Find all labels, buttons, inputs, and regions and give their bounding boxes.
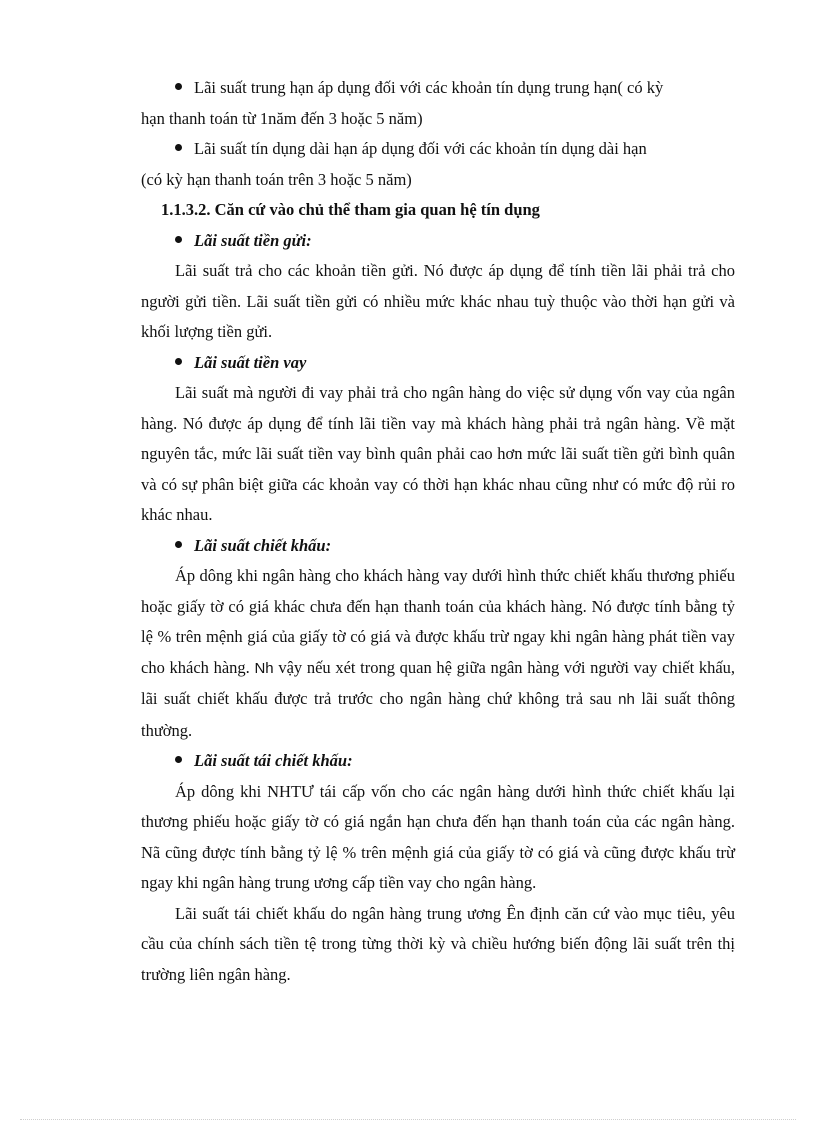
inline-glyph-text: nh xyxy=(618,691,635,708)
subheading: Lãi suất tiền gửi: xyxy=(194,230,312,250)
bullet-continuation: (có kỳ hạn thanh toán trên 3 hoặc 5 năm) xyxy=(141,169,412,189)
bullet-dot-icon xyxy=(175,144,182,151)
bullet-dot-icon xyxy=(175,541,182,548)
bullet-medium-term xyxy=(141,73,735,104)
paragraph-text: Áp dông khi ngân hàng cho khách hàng vay dưới hình thức chiết khấu thương phiếu hoặc giấy tờ có giá khác chưa đến hạn thanh toán của khách hàng. Nó được tính bằng tỷ lệ % trên mệnh giá của giấy tờ có giá và được khấu trừ ngay khi ngân hàng phát tiền vay cho khách hàng. xyxy=(141,566,735,677)
bullet-text: Lãi suất trung hạn áp dụng đối với các khoản tín dụng trung hạn( có kỳ xyxy=(194,78,664,97)
paragraph-text: lãi suất thông thường. xyxy=(141,689,736,740)
paragraph-loan: Lãi suất mà người đi vay phải trả cho ngân hàng do việc sử dụng vốn vay của ngân hàng. Nó được áp dụng để tính lãi tiền vay mà khách hàng phải trả ngân hàng. Về mặt nguyên tắc, mức lãi suất tiền vay bình quân phải cao hơn mức lãi suất tiền gửi bình quân và có sự phân biệt giữa các khoản vay có thời hạn khác nhau cũng như có mức độ rủi ro khác nhau. xyxy=(141,383,735,524)
bullet-text: Lãi suất tín dụng dài hạn áp dụng đối với các khoản tín dụng dài hạn xyxy=(194,139,647,158)
bullet-dot-icon xyxy=(175,83,182,90)
inline-glyph-text: Nh xyxy=(254,659,274,677)
section-heading: 1.1.3.2. Căn cứ vào chủ thể tham gia quan hệ tín dụng xyxy=(161,200,540,219)
subheading: Lãi suất tiền vay xyxy=(194,352,307,372)
bullet-loan-rate xyxy=(141,348,735,379)
bullet-dot-icon xyxy=(175,236,182,243)
page-bottom-divider xyxy=(20,1119,796,1120)
paragraph-discount xyxy=(141,561,735,746)
document-body xyxy=(141,73,735,990)
bullet-rediscount-rate xyxy=(141,746,735,777)
paragraph-text: vậy nếu xét trong quan hệ giữa ngân hàng với người vay chiết khấu, lãi suất chiết khấu được trả trước cho ngân hàng chứ không trả sau xyxy=(141,657,736,708)
bullet-long-term xyxy=(141,134,735,165)
bullet-deposit-rate xyxy=(141,226,735,257)
paragraph-deposit: Lãi suất trả cho các khoản tiền gửi. Nó được áp dụng để tính tiền lãi phải trả cho người gửi tiền. Lãi suất tiền gửi có nhiều mức khác nhau tuỳ thuộc vào thời hạn gửi và khối lượng tiền gửi. xyxy=(141,261,735,341)
subheading: Lãi suất chiết khấu: xyxy=(194,535,332,555)
bullet-dot-icon xyxy=(175,358,182,365)
bullet-discount-rate xyxy=(141,531,735,562)
paragraph-rediscount-2: Lãi suất tái chiết khấu do ngân hàng trung ương Ên định căn cứ vào mục tiêu, yêu cầu của chính sách tiền tệ trong từng thời kỳ và chiều hướng biến động lãi suất trên thị trường liên ngân hàng. xyxy=(141,903,735,984)
subheading: Lãi suất tái chiết khấu: xyxy=(194,751,353,770)
bullet-dot-icon xyxy=(175,756,182,763)
paragraph-rediscount-1: Áp dông khi NHTƯ tái cấp vốn cho các ngân hàng dưới hình thức chiết khấu lại thương phiếu hoặc giấy tờ có giá ngắn hạn chưa đến hạn thanh toán của các ngân hàng. Nã cũng được tính bằng tỷ lệ % trên mệnh giá của giấy tờ có giá và cũng được khấu trừ ngay khi ngân hàng trung ương cấp tiền vay cho ngân hàng. xyxy=(141,781,735,892)
bullet-continuation: hạn thanh toán từ 1năm đến 3 hoặc 5 năm) xyxy=(141,108,423,128)
